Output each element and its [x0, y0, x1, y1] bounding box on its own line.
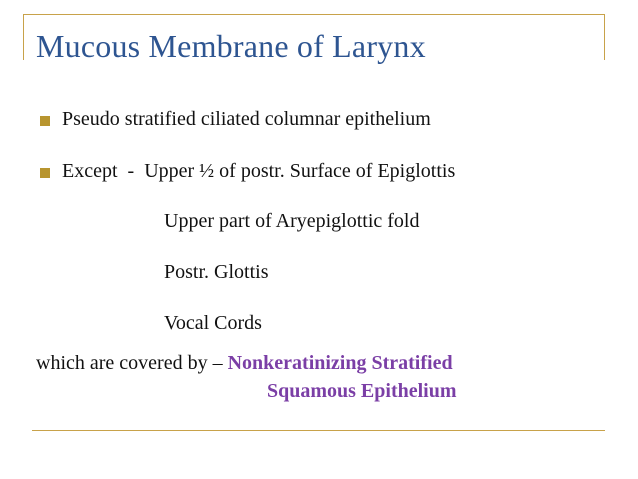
footer-highlight-1: Nonkeratinizing Stratified	[227, 352, 453, 374]
footer-highlight-2: Squamous Epithelium	[267, 380, 457, 402]
bullet-text-1: Pseudo stratified ciliated columnar epithelium	[62, 108, 431, 130]
sub-item-2: Postr. Glottis	[164, 261, 269, 283]
footer-line	[36, 352, 453, 375]
square-bullet-icon	[40, 168, 50, 178]
sub-item-3: Vocal Cords	[164, 312, 262, 334]
bottom-frame-rule	[32, 430, 605, 431]
sub-item-1: Upper part of Aryepiglottic fold	[164, 210, 420, 232]
left-frame-rule	[23, 14, 24, 60]
square-bullet-icon	[40, 116, 50, 126]
footer-prefix: which are covered by –	[36, 352, 228, 374]
top-frame-rule	[23, 14, 605, 15]
slide-title: Mucous Membrane of Larynx	[36, 28, 426, 64]
bullet-text-2: Except - Upper ½ of postr. Surface of Epiglottis	[62, 160, 456, 182]
right-frame-rule	[604, 14, 605, 60]
